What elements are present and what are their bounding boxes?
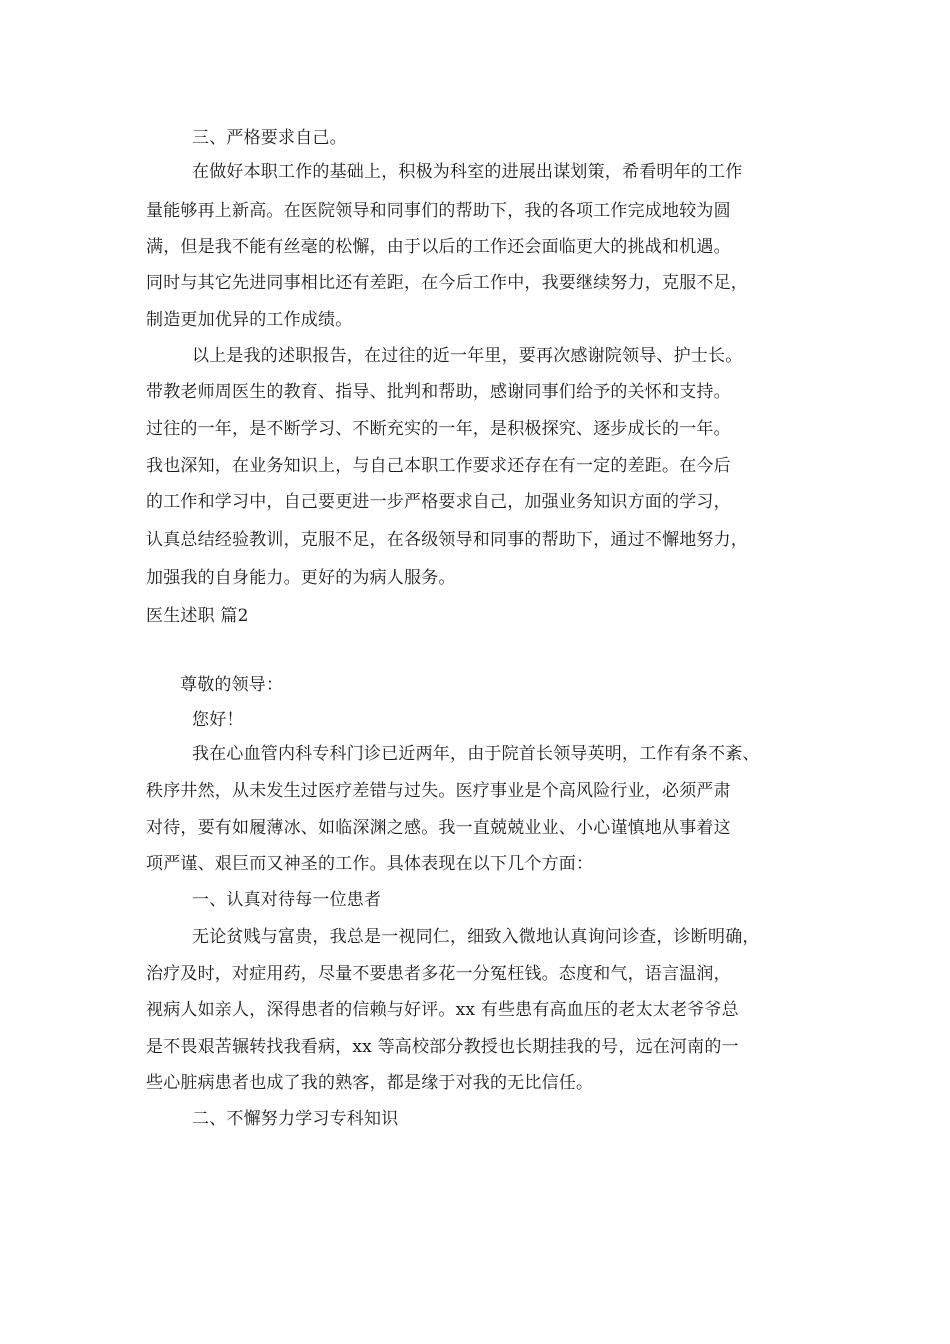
paragraph-line: 加强我的自身能力。更好的为病人服务。: [146, 568, 456, 588]
greeting: 您好！: [192, 710, 244, 730]
salutation: 尊敬的领导：: [180, 675, 284, 695]
section-heading: 三、严格要求自己。: [192, 128, 347, 148]
paragraph-line: 无论贫贱与富贵，我总是一视同仁，细致入微地认真询问诊查，诊断明确，: [192, 927, 760, 947]
paragraph-line: 以上是我的述职报告，在过往的近一年里，要再次感谢院领导、护士长。: [192, 346, 743, 366]
article-title: 医生述职 篇2: [146, 606, 249, 626]
paragraph-line: 是不畏艰苦辗转找我看病，xx 等高校部分教授也长期挂我的号，远在河南的一: [146, 1037, 739, 1057]
paragraph-line: 对待，要有如履薄冰、如临深渊之感。我一直兢兢业业、小心谨慎地从事着这: [146, 818, 731, 838]
paragraph-line: 同时与其它先进同事相比还有差距，在今后工作中，我要继续努力，克服不足，: [146, 273, 748, 293]
paragraph-line: 我在心血管内科专科门诊已近两年，由于院首长领导英明，工作有条不紊、: [192, 744, 760, 764]
paragraph-line: 项严谨、艰巨而又神圣的工作。具体表现在以下几个方面：: [146, 854, 594, 874]
paragraph-line: 我也深知，在业务知识上，与自己本职工作要求还存在有一定的差距。在今后: [146, 456, 731, 476]
point-heading: 一、认真对待每一位患者: [192, 890, 382, 910]
paragraph-line: 过往的一年，是不断学习、不断充实的一年，是积极探究、逐步成长的一年。: [146, 419, 731, 439]
paragraph-line: 制造更加优异的工作成绩。: [146, 310, 353, 330]
paragraph-line: 视病人如亲人，深得患者的信赖与好评。xx 有些患有高血压的老太太老爷爷总: [146, 1000, 739, 1020]
point-heading: 二、不懈努力学习专科知识: [192, 1109, 399, 1129]
paragraph-line: 秩序井然，从未发生过医疗差错与过失。医疗事业是个高风险行业，必须严肃: [146, 781, 731, 801]
paragraph-line: 治疗及时，对症用药，尽量不要患者多花一分冤枉钱。态度和气，语言温润，: [146, 964, 731, 984]
paragraph-line: 量能够再上新高。在医院领导和同事们的帮助下，我的各项工作完成地较为圆: [146, 201, 731, 221]
paragraph-line: 认真总结经验教训，克服不足，在各级领导和同事的帮助下，通过不懈地努力，: [146, 530, 748, 550]
paragraph-line: 的工作和学习中，自己要更进一步严格要求自己，加强业务知识方面的学习，: [146, 492, 731, 512]
paragraph-line: 些心脏病患者也成了我的熟客，都是缘于对我的无比信任。: [146, 1073, 594, 1093]
paragraph-line: 带教老师周医生的教育、指导、批判和帮助，感谢同事们给予的关怀和支持。: [146, 382, 731, 402]
paragraph-line: 在做好本职工作的基础上，积极为科室的进展出谋划策，希看明年的工作: [192, 162, 743, 182]
paragraph-line: 满，但是我不能有丝毫的松懈，由于以后的工作还会面临更大的挑战和机遇。: [146, 237, 731, 257]
